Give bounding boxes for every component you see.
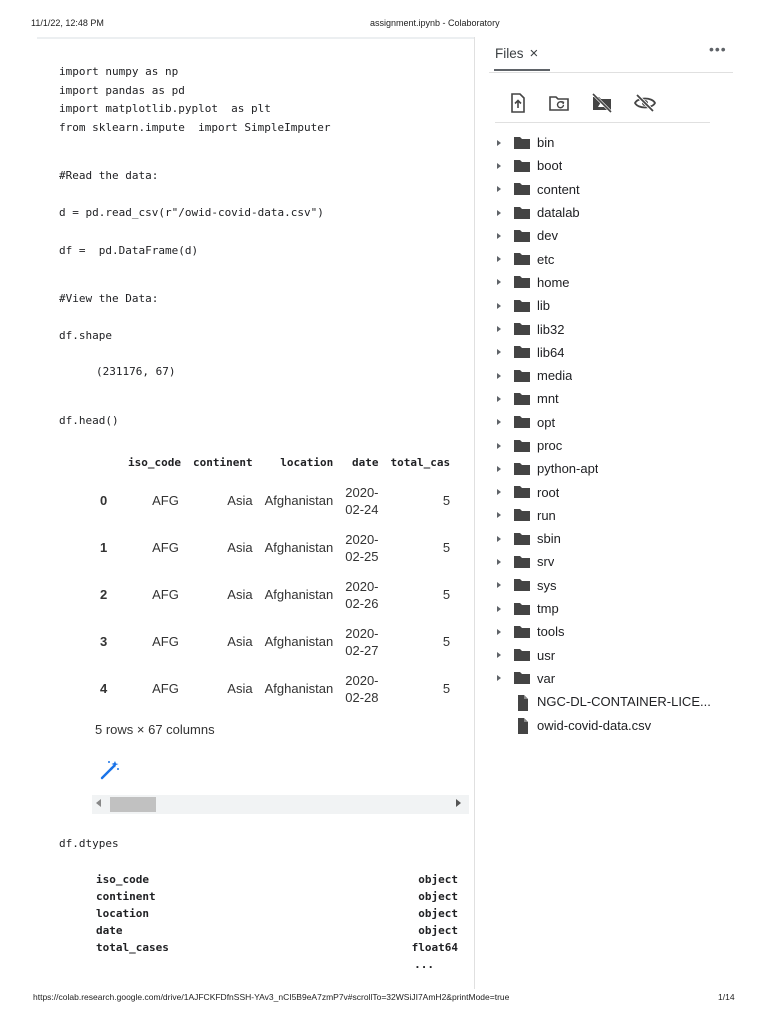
dtype-row: [96, 905, 458, 922]
expand-arrow-icon[interactable]: [497, 140, 501, 146]
expand-arrow-icon[interactable]: [497, 419, 501, 425]
cell-iso-code: AFG: [152, 634, 179, 649]
cell-divider: [37, 37, 474, 39]
table-header-row: [94, 447, 456, 477]
code-shape[interactable]: df.shape: [59, 329, 112, 342]
folder-item[interactable]: [493, 201, 763, 224]
more-options-icon[interactable]: •••: [709, 41, 727, 57]
mount-drive-icon[interactable]: [590, 91, 614, 115]
files-panel: [475, 37, 768, 989]
dtype-row: [96, 956, 458, 973]
output-shape: (231176, 67): [96, 365, 176, 378]
expand-arrow-icon[interactable]: [497, 489, 501, 495]
folder-name: tools: [537, 624, 565, 640]
folder-name: root: [537, 484, 560, 500]
file-icon: [513, 695, 531, 709]
tab-files-label[interactable]: Files: [495, 46, 524, 61]
folder-icon: [513, 322, 531, 336]
folder-item[interactable]: [493, 271, 763, 294]
tab-files[interactable]: [495, 45, 538, 62]
folder-name: content: [537, 181, 580, 197]
folder-name: lib64: [537, 344, 565, 360]
table-row: [94, 571, 456, 618]
folder-icon: [513, 462, 531, 476]
folder-name: var: [537, 670, 556, 686]
dtypes-output: [96, 871, 458, 973]
folder-item[interactable]: [493, 480, 763, 503]
file-name: NGC-DL-CONTAINER-LICE...: [537, 694, 711, 710]
file-item[interactable]: [493, 690, 763, 713]
folder-item[interactable]: [493, 574, 763, 597]
folder-item[interactable]: [493, 154, 763, 177]
cell-date: 2020- 02-26: [345, 578, 379, 611]
row-index: 1: [100, 540, 108, 555]
folder-item[interactable]: [493, 597, 763, 620]
column-header-iso-code: iso_code: [128, 455, 181, 469]
folder-icon: [513, 369, 531, 383]
header-divider: [489, 72, 733, 73]
folder-name: sbin: [537, 531, 561, 547]
folder-item[interactable]: [493, 247, 763, 270]
folder-item[interactable]: [493, 527, 763, 550]
folder-icon: [513, 159, 531, 173]
expand-arrow-icon[interactable]: [497, 279, 501, 285]
print-datetime: 11/1/22, 12:48 PM: [31, 18, 104, 28]
expand-arrow-icon[interactable]: [497, 443, 501, 449]
row-index: 2: [100, 587, 108, 602]
folder-name: home: [537, 274, 570, 290]
expand-arrow-icon[interactable]: [497, 186, 501, 192]
scroll-thumb[interactable]: [110, 797, 156, 812]
dtype-column-name: location: [96, 907, 149, 920]
folder-name: lib: [537, 298, 551, 314]
folder-name: opt: [537, 414, 556, 430]
expand-arrow-icon[interactable]: [497, 396, 501, 402]
code-head[interactable]: df.head(): [59, 414, 119, 427]
folder-icon: [513, 648, 531, 662]
folder-icon: [513, 275, 531, 289]
folder-icon: [513, 299, 531, 313]
folder-icon: [513, 532, 531, 546]
folder-name: srv: [537, 554, 555, 570]
folder-name: dev: [537, 228, 558, 244]
expand-arrow-icon[interactable]: [497, 512, 501, 518]
dtype-row: [96, 888, 458, 905]
hide-icon[interactable]: [633, 91, 657, 115]
folder-name: lib32: [537, 321, 565, 337]
folder-item[interactable]: [493, 504, 763, 527]
column-header-continent: continent: [192, 455, 253, 469]
folder-item[interactable]: [493, 457, 763, 480]
cell-continent: Asia: [227, 681, 253, 696]
folder-name: etc: [537, 251, 555, 267]
dtype-row: [96, 871, 458, 888]
folder-item[interactable]: [493, 411, 763, 434]
column-header-date: date: [352, 455, 379, 469]
folder-item[interactable]: [493, 294, 763, 317]
expand-arrow-icon[interactable]: [497, 373, 501, 379]
expand-arrow-icon[interactable]: [497, 629, 501, 635]
expand-arrow-icon[interactable]: [497, 326, 501, 332]
folder-icon: [513, 625, 531, 639]
cell-total-cases: 5: [442, 587, 451, 602]
cell-date: 2020- 02-28: [345, 672, 379, 705]
code-dtypes[interactable]: df.dtypes: [59, 837, 119, 850]
folder-icon: [513, 182, 531, 196]
dtype-row: [96, 939, 458, 956]
row-index: 3: [100, 634, 108, 649]
magic-wand-icon[interactable]: [99, 759, 121, 786]
folder-icon: [513, 345, 531, 359]
scroll-right-arrow-icon[interactable]: [456, 799, 461, 807]
folder-name: sys: [537, 577, 557, 593]
cell-total-cases: 5: [442, 493, 451, 508]
cell-location: Afghanistan: [264, 681, 334, 696]
toolbar-divider: [495, 122, 710, 123]
expand-arrow-icon[interactable]: [497, 210, 501, 216]
folder-icon: [513, 578, 531, 592]
dtype-type: object: [418, 873, 458, 886]
folder-name: proc: [537, 438, 563, 453]
column-header-total-cases: total_cas: [390, 455, 451, 469]
cell-total-cases: 5: [442, 681, 451, 696]
folder-icon: [513, 508, 531, 522]
dtype-column-name: date: [96, 924, 123, 937]
folder-icon: [513, 485, 531, 499]
folder-item[interactable]: [493, 620, 763, 643]
column-header-index: [94, 447, 122, 477]
cell-continent: Asia: [227, 587, 253, 602]
folder-item[interactable]: [493, 644, 763, 667]
folder-icon: [513, 602, 531, 616]
code-imports[interactable]: import numpy as np import pandas as pd import matplotlib.pyplot as plt from sklearn.impute import SimpleImputer: [59, 65, 331, 134]
cell-location: Afghanistan: [264, 540, 334, 555]
print-url: https://colab.research.google.com/drive/1AJFCKFDfnSSH-YAv3_nCI5B9eA7zmP7v#scrollTo=32WSiJI7AmH2&printMode=true: [33, 992, 510, 1002]
folder-name: bin: [537, 135, 555, 151]
table-row: [94, 524, 456, 571]
expand-arrow-icon[interactable]: [497, 675, 501, 681]
folder-icon: [513, 415, 531, 429]
folder-item[interactable]: [493, 434, 763, 457]
dtype-column-name: iso_code: [96, 873, 149, 886]
cell-total-cases: 5: [442, 540, 451, 555]
folder-icon: [513, 206, 531, 220]
folder-icon: [513, 229, 531, 243]
folder-name: python-apt: [537, 461, 599, 477]
folder-item[interactable]: [493, 387, 763, 410]
expand-arrow-icon[interactable]: [497, 256, 501, 262]
expand-arrow-icon[interactable]: [497, 163, 501, 169]
cell-date: 2020- 02-24: [345, 484, 379, 517]
folder-name: media: [537, 368, 573, 384]
folder-name: run: [537, 507, 556, 523]
cell-date: 2020- 02-27: [345, 625, 379, 658]
scroll-left-arrow-icon[interactable]: [96, 799, 101, 807]
folder-item[interactable]: [493, 317, 763, 340]
folder-item[interactable]: [493, 131, 763, 154]
folder-icon: [513, 555, 531, 569]
cell-continent: Asia: [227, 493, 253, 508]
table-row: [94, 618, 456, 665]
folder-item[interactable]: [493, 667, 763, 690]
expand-arrow-icon[interactable]: [497, 582, 501, 588]
file-icon: [513, 718, 531, 732]
close-icon[interactable]: ×: [529, 45, 539, 62]
dtype-type: object: [418, 907, 458, 920]
folder-icon: [513, 136, 531, 150]
folder-icon: [513, 671, 531, 685]
file-tree: [493, 131, 763, 737]
expand-arrow-icon[interactable]: [497, 349, 501, 355]
expand-arrow-icon[interactable]: [497, 466, 501, 472]
code-comment-view[interactable]: #View the Data:: [59, 292, 159, 305]
dtype-row: [96, 922, 458, 939]
folder-item[interactable]: [493, 341, 763, 364]
folder-name: boot: [537, 158, 563, 174]
print-page-number: 1/14: [718, 992, 735, 1002]
refresh-icon[interactable]: [547, 91, 571, 115]
code-dataframe[interactable]: df = pd.DataFrame(d): [59, 244, 199, 257]
folder-name: mnt: [537, 391, 559, 407]
cell-location: Afghanistan: [264, 587, 334, 602]
dtype-type: object: [418, 890, 458, 903]
dtype-column-name: continent: [96, 890, 156, 903]
expand-arrow-icon[interactable]: [497, 536, 501, 542]
folder-item[interactable]: [493, 224, 763, 247]
rows-columns-info: 5 rows × 67 columns: [95, 722, 215, 737]
expand-arrow-icon[interactable]: [497, 233, 501, 239]
cell-iso-code: AFG: [152, 540, 179, 555]
expand-arrow-icon[interactable]: [497, 606, 501, 612]
file-item[interactable]: [493, 713, 763, 736]
folder-item[interactable]: [493, 550, 763, 573]
table-row: [94, 477, 456, 524]
folder-icon: [513, 439, 531, 453]
cell-location: Afghanistan: [264, 493, 334, 508]
dtype-ellipsis: ...: [414, 958, 434, 971]
cell-date: 2020- 02-25: [345, 531, 379, 564]
cell-iso-code: AFG: [152, 587, 179, 602]
cell-iso-code: AFG: [152, 493, 179, 508]
folder-name: datalab: [537, 205, 580, 221]
print-title: assignment.ipynb - Colaboratory: [370, 18, 500, 28]
cell-iso-code: AFG: [152, 681, 179, 696]
folder-name: tmp: [537, 601, 559, 617]
table-horizontal-scrollbar[interactable]: [92, 795, 469, 814]
cell-location: Afghanistan: [264, 634, 334, 649]
code-read-csv[interactable]: d = pd.read_csv(r"/owid-covid-data.csv"): [59, 206, 324, 219]
file-name: owid-covid-data.csv: [537, 717, 652, 733]
code-comment-read[interactable]: #Read the data:: [59, 169, 159, 182]
expand-arrow-icon[interactable]: [497, 303, 501, 309]
cell-continent: Asia: [227, 634, 253, 649]
dtype-type: object: [418, 924, 458, 937]
expand-arrow-icon[interactable]: [497, 559, 501, 565]
dtype-type: float64: [411, 941, 458, 954]
column-header-location: location: [280, 455, 334, 469]
dataframe-head-table: [94, 447, 456, 712]
upload-file-icon[interactable]: [506, 91, 530, 115]
cell-continent: Asia: [227, 540, 253, 555]
dtype-column-name: total_cases: [96, 941, 169, 954]
expand-arrow-icon[interactable]: [497, 652, 501, 658]
cell-total-cases: 5: [442, 634, 451, 649]
row-index: 4: [100, 681, 108, 696]
row-index: 0: [100, 493, 108, 508]
folder-item[interactable]: [493, 364, 763, 387]
table-row: [94, 665, 456, 712]
folder-item[interactable]: [493, 178, 763, 201]
folder-icon: [513, 392, 531, 406]
active-tab-indicator: [494, 69, 550, 71]
folder-name: usr: [537, 647, 556, 663]
folder-icon: [513, 252, 531, 266]
notebook-area: [37, 37, 474, 989]
